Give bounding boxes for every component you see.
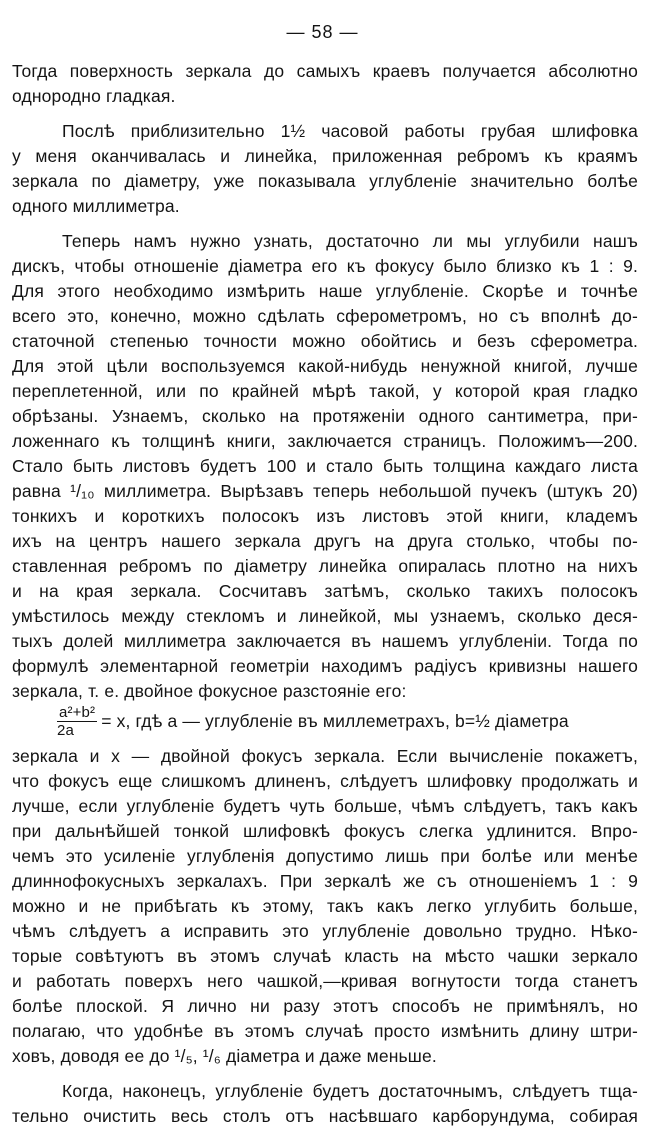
page-number: — 58 — [286, 22, 359, 42]
text-line: равна ¹/₁₀ миллиметра. Вырѣзавъ теперь небольшой пучекъ (штукъ 20) [12, 481, 638, 501]
text-line: ставленная ребромъ по діаметру линейка опиралась плотно на нихъ [12, 556, 638, 576]
formula-denominator: 2a [57, 722, 74, 739]
text-line: Стало быть листовъ будетъ 100 и стало быть толщина каждаго листа [12, 456, 638, 476]
text-line: у меня оканчивалась и линейка, приложенная ребромъ къ краямъ [12, 146, 638, 166]
text-line: болѣе плоской. Я лично ни разу этотъ способъ не примѣнялъ, но [12, 996, 638, 1016]
text-line: что фокусъ еще слишкомъ длиненъ, слѣдуетъ шлифовку продолжать и [12, 771, 638, 791]
text-line: чѣмъ слѣдуетъ а исправить это углубленіе довольно трудно. Нѣко- [12, 921, 638, 941]
text-line: ихъ на центръ нашего зеркала другъ на друга столько, чтобы по- [12, 531, 638, 551]
text-line: одного миллиметра. [12, 196, 180, 216]
text-line: зеркала, т. е. двойное фокусное разстояніе его: [12, 681, 407, 701]
text-line: дискъ, чтобы отношеніе діаметра его къ фокусу было близко къ 1 : 9. [12, 256, 638, 276]
text-line: торые совѣтуютъ въ этомъ случаѣ класть на мѣсто чашки зеркало [12, 946, 638, 966]
paragraph-1 [12, 59, 638, 109]
text-line: лучше, если углубленіе будетъ чуть больше, чѣмъ слѣдуетъ, такъ какъ [12, 796, 638, 816]
text-line: Для этой цѣли воспользуемся какой-нибудь ненужной книгой, лучше [12, 356, 638, 376]
text-line: тельно очистить весь столъ отъ насѣвшаго карборундума, собирая [12, 1106, 638, 1126]
text-line: тыхъ долей миллиметра заключается въ нашемъ углубленіи. Тогда по [12, 631, 638, 651]
text-line: полагаю, что удобнѣе въ этомъ случаѣ просто измѣнить длину штри- [12, 1021, 638, 1041]
text-line: длиннофокусныхъ зеркалахъ. При зеркалѣ же съ отношеніемъ 1 : 9 [12, 871, 638, 891]
text-line: Когда, наконецъ, углубленіе будетъ достаточнымъ, слѣдуетъ тща- [62, 1081, 638, 1101]
text-line: Для этого необходимо измѣрить наше углубленіе. Скорѣе и точнѣе [12, 281, 638, 301]
text-line: обрѣзаны. Узнаемъ, сколько на протяженіи одного сантиметра, при- [12, 406, 638, 426]
paragraph-3 [12, 229, 638, 1069]
formula-numerator: a²+b² [59, 704, 96, 721]
text-line: умѣстилось между стекломъ и линейкой, мы узнаемъ, сколько деся- [12, 606, 638, 626]
paragraph-4 [12, 1079, 638, 1129]
text-line: Тогда поверхность зеркала до самыхъ краевъ получается абсолютно [12, 61, 638, 81]
text-line: и работать поверхъ него чашкой,—кривая вогнутости тогда станетъ [12, 971, 638, 991]
text-line: переплетенной, или по крайней мѣрѣ такой, у которой края гладко [12, 381, 638, 401]
text-line: однородно гладкая. [12, 86, 176, 106]
text-line: тонкихъ и короткихъ полосокъ изъ листовъ этой книги, кладемъ [12, 506, 638, 526]
text-line: ложеннаго къ толщинѣ книги, заключается страницъ. Положимъ—200. [12, 431, 638, 451]
text-line: при дальнѣйшей тонкой шлифовкѣ фокусъ слегка удлинится. Впро- [12, 821, 638, 841]
text-line: формулѣ элементарной геометріи находимъ радіусъ кривизны нашего [12, 656, 638, 676]
text-line: зеркала и x — двойной фокусъ зеркала. Если вычисленіе покажетъ, [12, 746, 638, 766]
text-line: и на края зеркала. Сосчитавъ затѣмъ, сколько такихъ полосокъ [12, 581, 638, 601]
text-line: статочной степенью точности можно обойтись и безъ сферометра. [12, 331, 638, 351]
text-line: Послѣ приблизительно 1½ часовой работы грубая шлифовка [62, 121, 638, 141]
paragraph-2 [12, 119, 638, 219]
text-line: чемъ это усиленіе углубленія допустимо лишь при болѣе или менѣе [12, 846, 638, 866]
body-text [12, 59, 638, 1129]
text-line: Теперь намъ нужно узнать, достаточно ли мы углубили нашъ [62, 231, 638, 251]
text-line: зеркала по діаметру, уже показывала углубленіе значительно болѣе [12, 171, 638, 191]
formula-text: = x, гдѣ a — углубленіе въ миллеметрахъ, b=½ діаметра [101, 711, 569, 731]
formula-fraction [57, 704, 97, 739]
formula [12, 704, 638, 744]
text-line: можно и не прибѣгать къ этому, такъ какъ легко углубить больше, [12, 896, 638, 916]
text-line: всего это, конечно, можно сдѣлать сферометромъ, но съ вполнѣ до- [12, 306, 638, 326]
text-line: ховъ, доводя ее до ¹/₅, ¹/₆ діаметра и даже меньше. [12, 1046, 437, 1066]
